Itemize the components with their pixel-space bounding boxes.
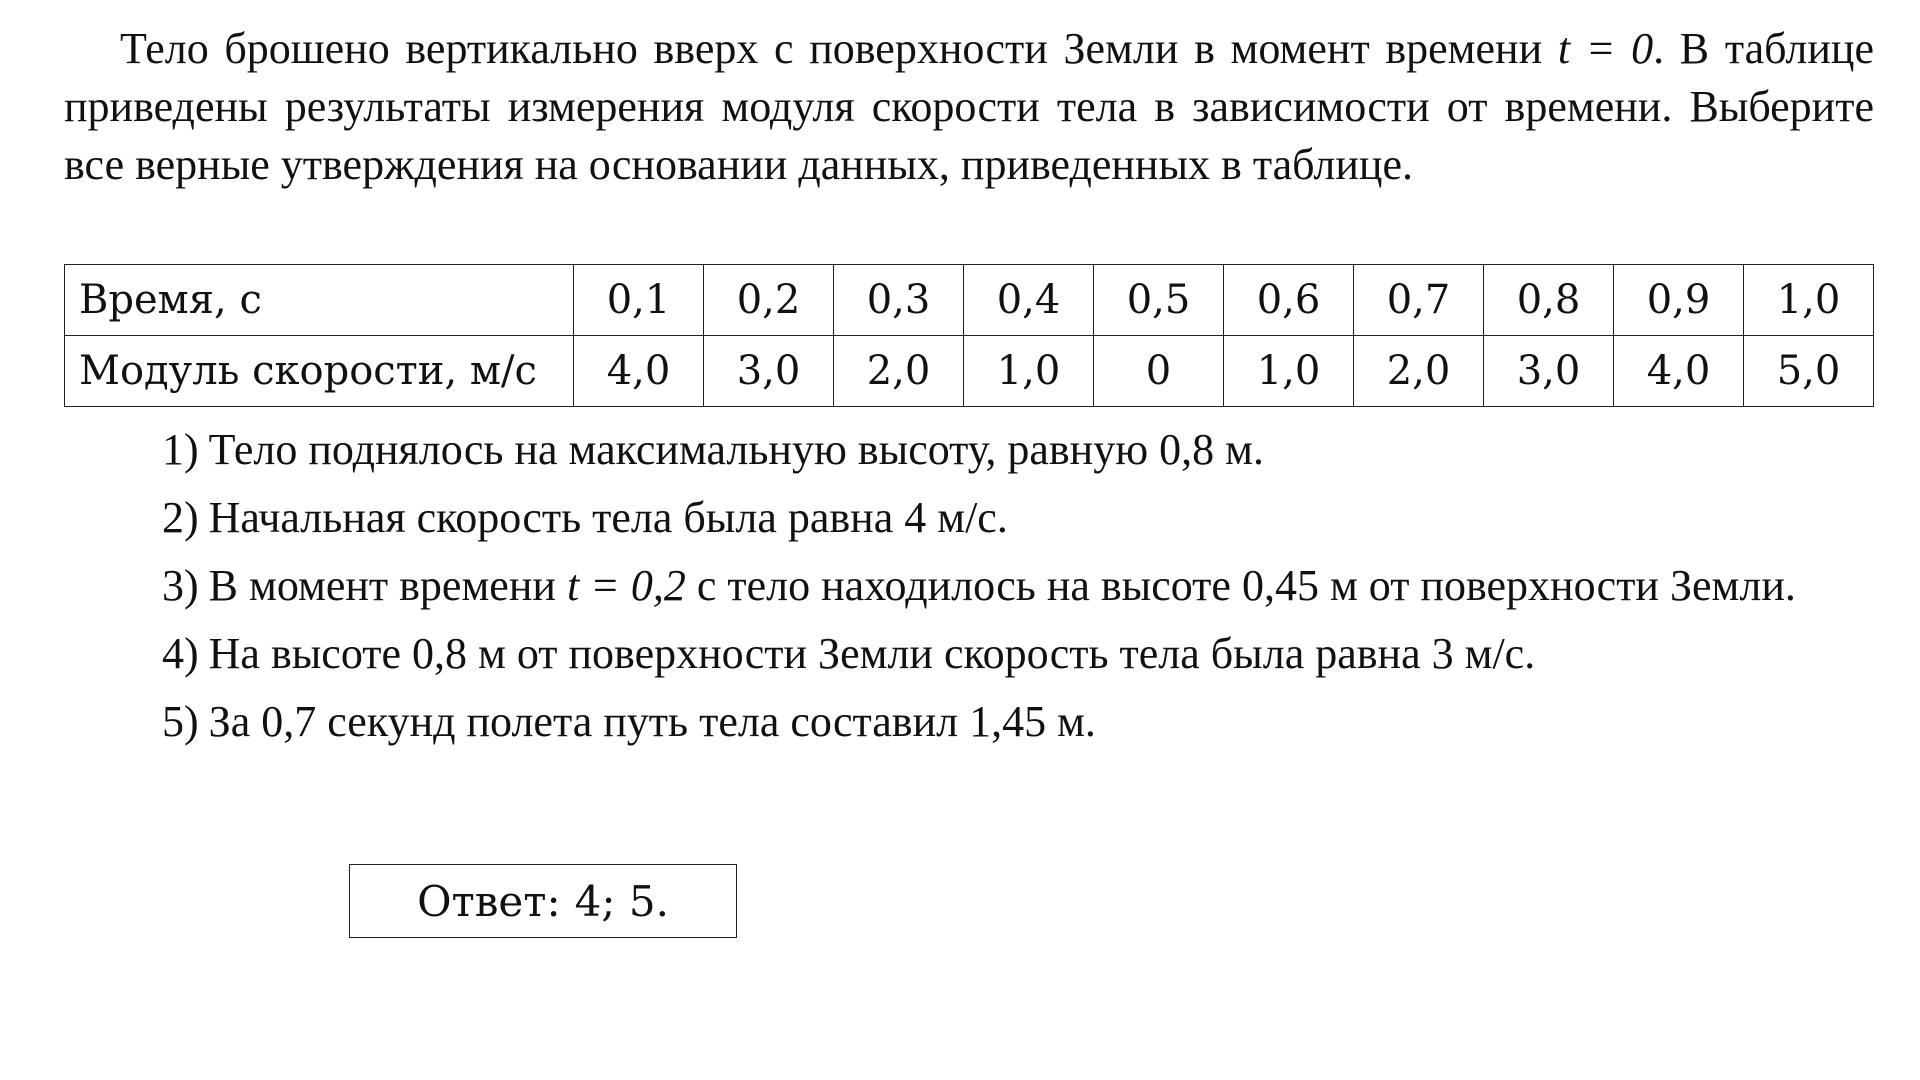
option-number: 5 xyxy=(162,697,184,746)
problem-math-t0: t = 0 xyxy=(1557,24,1654,73)
speed-cell: 0 xyxy=(1094,336,1224,407)
speed-cell: 4,0 xyxy=(1614,336,1744,407)
time-row-header: Время, с xyxy=(65,265,574,336)
problem-text-2: . В таблице приведены результаты измерения модуля скорости тела в зависимости от времени. Выберите все верные утверждения на основании данных, приведенных в таблице. xyxy=(64,24,1875,189)
time-cell: 0,8 xyxy=(1484,265,1614,336)
time-cell: 0,3 xyxy=(834,265,964,336)
time-cell: 0,1 xyxy=(574,265,704,336)
time-cell: 0,7 xyxy=(1354,265,1484,336)
option-text-after: с тело находилось на высоте 0,45 м от поверхности Земли. xyxy=(685,561,1796,610)
speed-cell: 1,0 xyxy=(964,336,1094,407)
speed-row xyxy=(65,336,1874,407)
option-math: t = 0,2 xyxy=(566,561,686,610)
problem-statement xyxy=(64,20,1874,194)
option-text-before: В момент времени xyxy=(208,561,567,610)
speed-cell: 1,0 xyxy=(1224,336,1354,407)
option-paren: ) xyxy=(184,425,199,474)
speed-cell: 3,0 xyxy=(704,336,834,407)
option-text xyxy=(209,626,1878,682)
speed-cell: 2,0 xyxy=(834,336,964,407)
option-paren: ) xyxy=(184,561,199,610)
speed-cell: 4,0 xyxy=(574,336,704,407)
option-4 xyxy=(128,626,1878,682)
time-cell: 0,5 xyxy=(1094,265,1224,336)
time-cell: 1,0 xyxy=(1744,265,1874,336)
time-cell: 0,9 xyxy=(1614,265,1744,336)
option-number: 2 xyxy=(162,493,184,542)
speed-cell: 2,0 xyxy=(1354,336,1484,407)
answer-label: Ответ: xyxy=(417,876,561,926)
time-cell: 0,2 xyxy=(704,265,834,336)
option-text-before: За 0,7 секунд полета путь тела составил 1,45 м. xyxy=(208,697,1096,746)
problem-text-1: Тело брошено вертикально вверх с поверхности Земли в момент времени xyxy=(120,24,1558,73)
option-paren: ) xyxy=(184,493,199,542)
time-cell: 0,4 xyxy=(964,265,1094,336)
option-number: 1 xyxy=(162,425,184,474)
option-number: 3 xyxy=(162,561,184,610)
option-text-before: На высоте 0,8 м от поверхности Земли скорость тела была равна 3 м/с. xyxy=(208,629,1536,678)
option-text xyxy=(209,558,1878,614)
option-text xyxy=(209,422,1878,478)
speed-cell: 3,0 xyxy=(1484,336,1614,407)
option-2 xyxy=(128,490,1878,546)
option-text-before: Начальная скорость тела была равна 4 м/с. xyxy=(208,493,1008,542)
answer-value: 4; 5. xyxy=(574,876,669,926)
option-1 xyxy=(128,422,1878,478)
option-text-before: Тело поднялось на максимальную высоту, равную 0,8 м. xyxy=(208,425,1264,474)
measurement-table xyxy=(64,264,1874,407)
time-row xyxy=(65,265,1874,336)
time-cell: 0,6 xyxy=(1224,265,1354,336)
option-number: 4 xyxy=(162,629,184,678)
speed-cell: 5,0 xyxy=(1744,336,1874,407)
answer-box xyxy=(349,864,737,938)
option-text xyxy=(209,694,1878,750)
speed-row-header: Модуль скорости, м/с xyxy=(65,336,574,407)
option-5 xyxy=(128,694,1878,750)
option-3 xyxy=(128,558,1878,614)
option-paren: ) xyxy=(184,697,199,746)
answer-options xyxy=(128,422,1878,762)
option-text xyxy=(209,490,1878,546)
option-paren: ) xyxy=(184,629,199,678)
